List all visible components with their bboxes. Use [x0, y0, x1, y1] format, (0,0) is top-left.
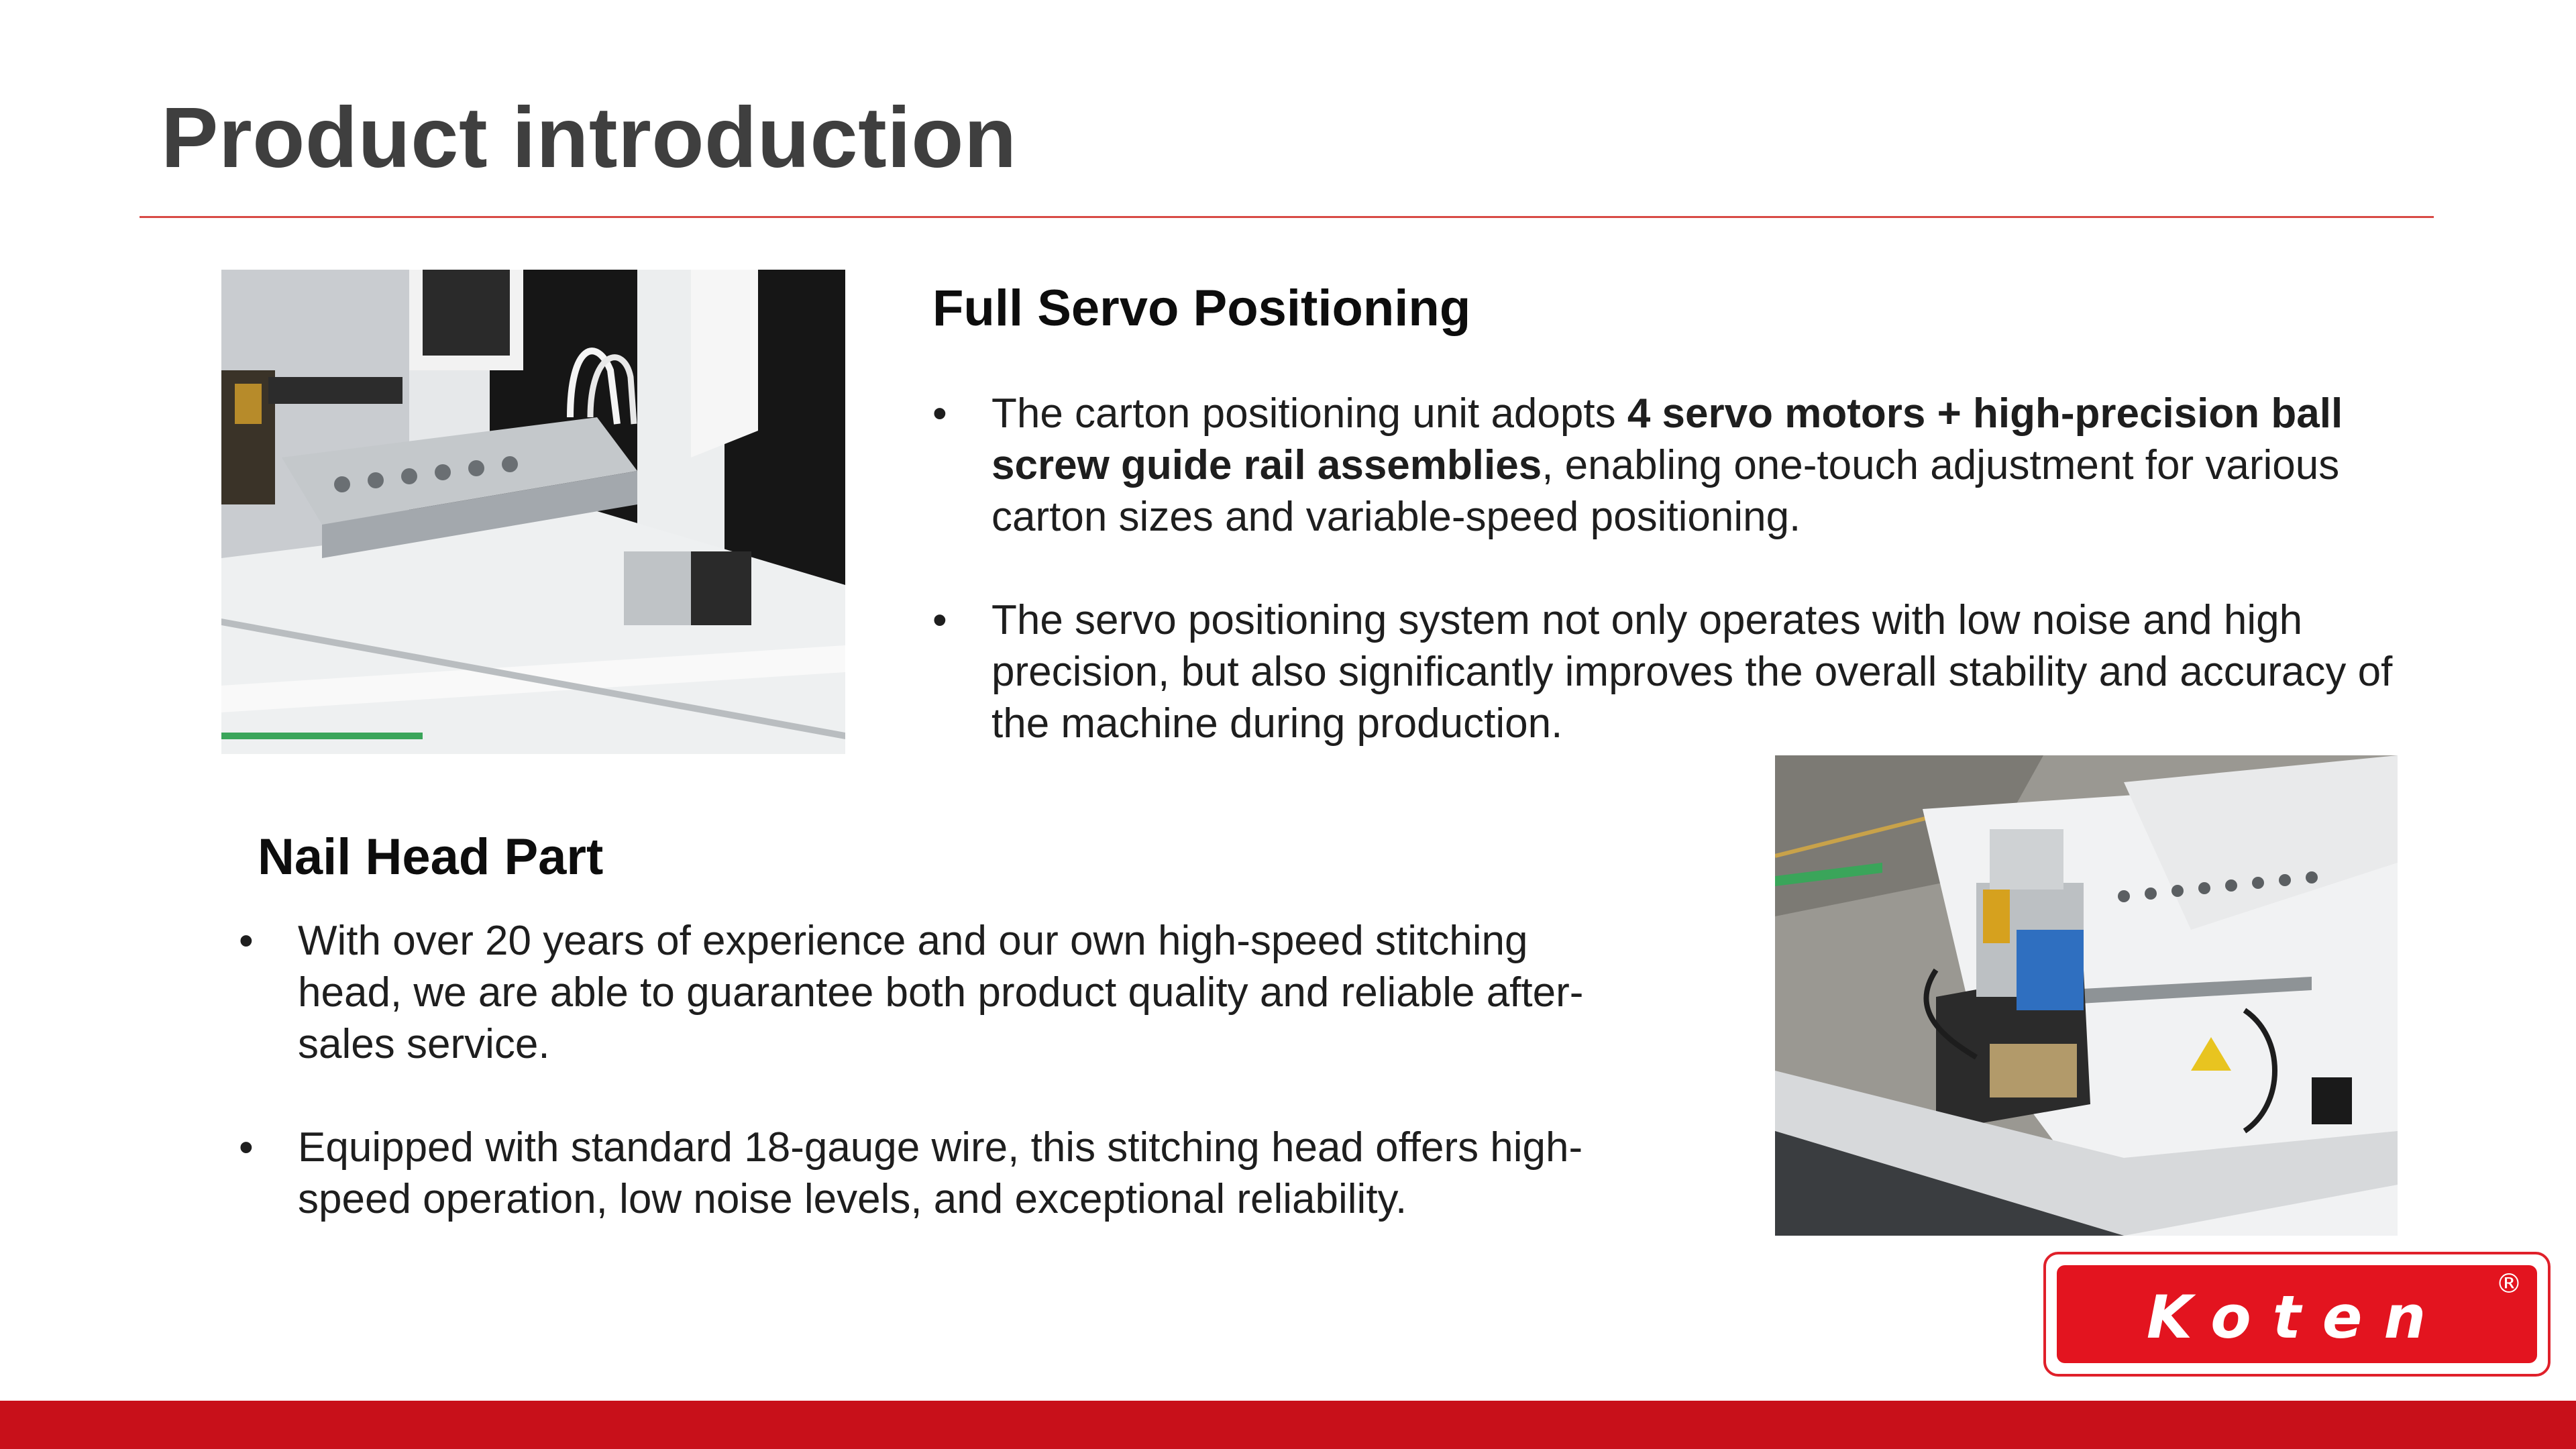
bullet-marker: • — [932, 390, 947, 437]
list-item — [239, 1122, 1621, 1225]
list-item — [239, 915, 1621, 1070]
koten-logo — [2043, 1252, 2551, 1377]
nail-section-heading: Nail Head Part — [258, 828, 604, 885]
nail-bullet-list — [239, 915, 1621, 1225]
title-divider — [140, 216, 2434, 218]
bullet-marker: • — [239, 918, 254, 964]
bullet-text-bold: 4 servo motors + high-precision ball screw guide rail assemblies — [991, 390, 2343, 488]
servo-section-heading: Full Servo Positioning — [932, 280, 1471, 337]
page-title: Product introduction — [161, 90, 1017, 186]
footer-bar — [0, 1401, 2576, 1449]
nail-head-photo — [1775, 755, 2398, 1236]
logo-badge — [2057, 1265, 2537, 1363]
bullet-text-tail: , enabling one-touch adjustment for various carton sizes and variable-speed positioning. — [991, 442, 2340, 540]
servo-bullet-list — [932, 388, 2408, 749]
registered-mark: ® — [2496, 1269, 2522, 1299]
bullet-marker: • — [932, 597, 947, 643]
bullet-text-lead: The carton positioning unit adopts — [991, 390, 1627, 437]
servo-positioning-photo — [221, 270, 845, 754]
bullet-text: The servo positioning system not only operates with low noise and high precision, but also significantly improves the overall stability and accuracy of the machine during production. — [991, 597, 2393, 747]
bullet-text: Equipped with standard 18-gauge wire, this stitching head offers high-speed operation, low noise levels, and exceptional reliability. — [298, 1124, 1583, 1222]
list-item — [932, 388, 2408, 543]
list-item — [932, 594, 2408, 749]
bullet-marker: • — [239, 1124, 254, 1171]
bullet-text: With over 20 years of experience and our own high-speed stitching head, we are able to guarantee both product quality and reliable after-sales service. — [298, 918, 1584, 1067]
logo-wordmark: Koten — [2146, 1283, 2448, 1352]
